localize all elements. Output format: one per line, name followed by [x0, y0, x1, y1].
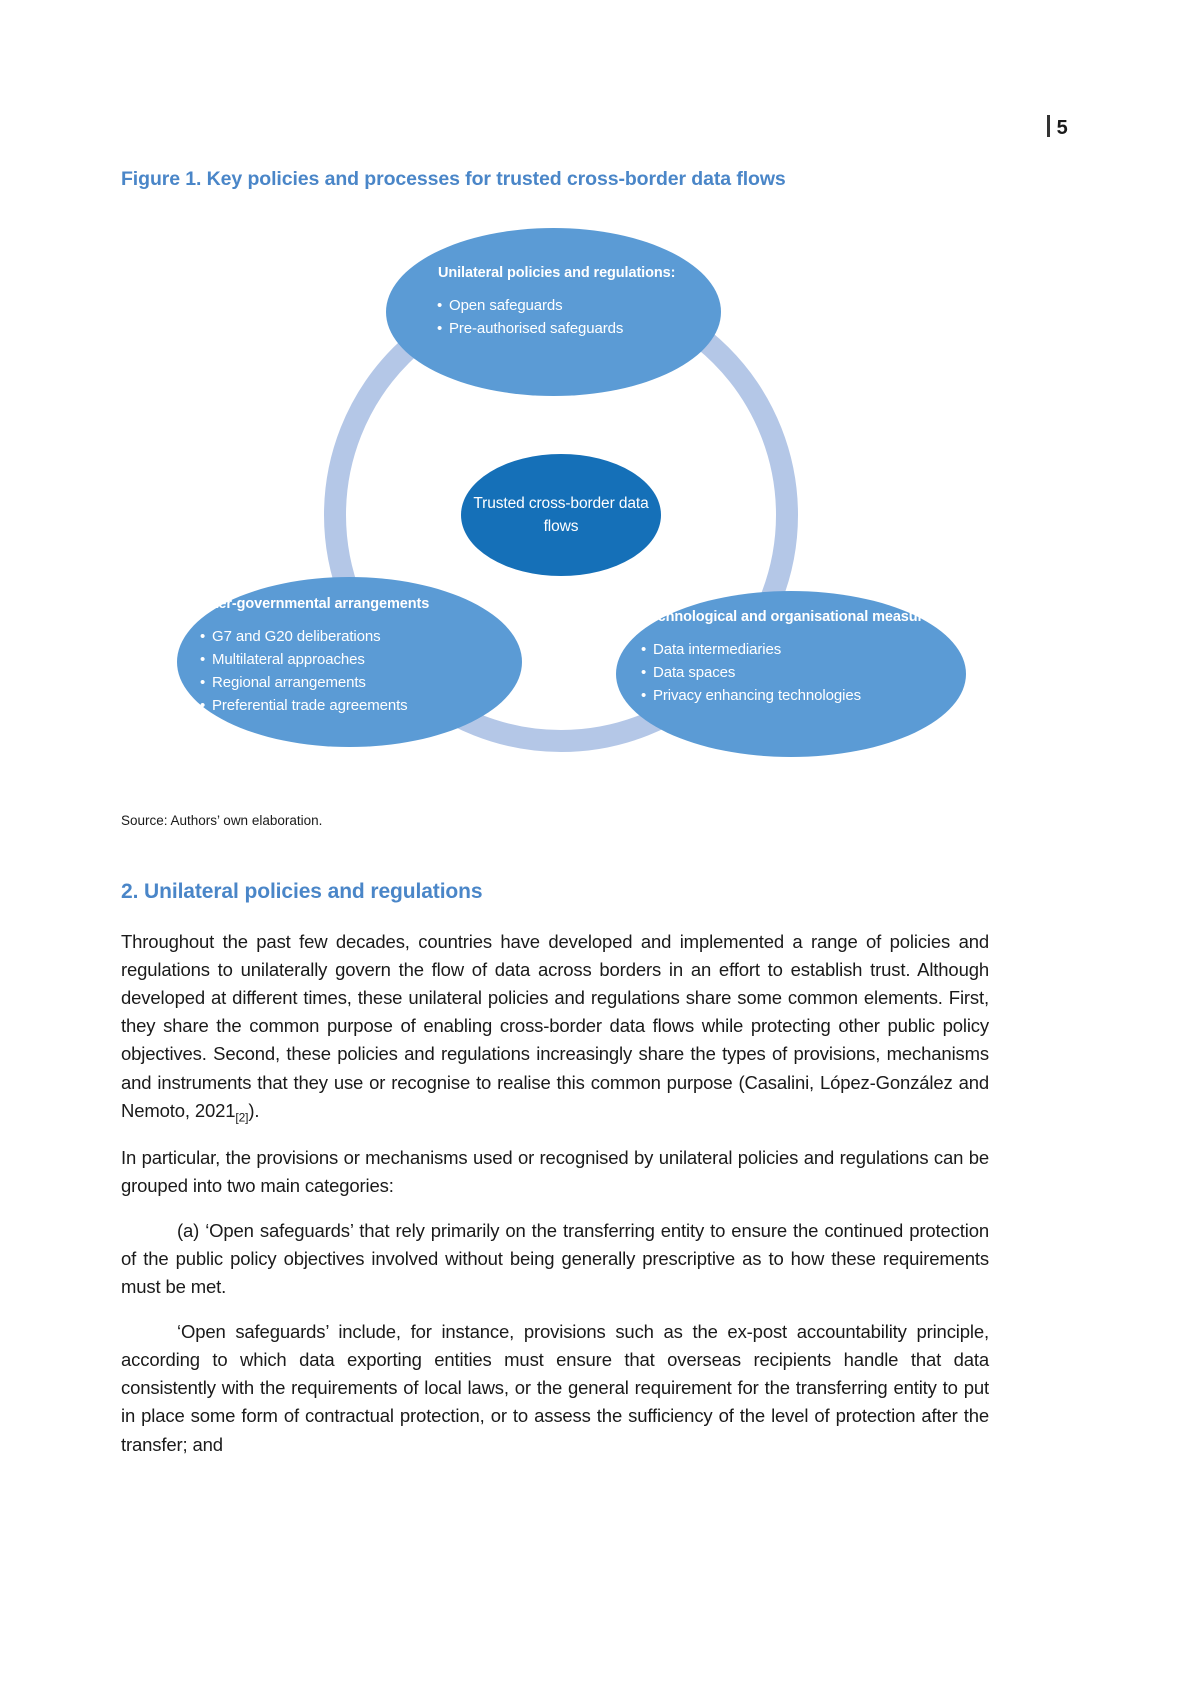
paragraph-1 — [121, 928, 989, 1127]
paragraph-2: In particular, the provisions or mechanisms used or recognised by unilateral policies and regulations can be grouped into two main categories: — [121, 1146, 989, 1196]
list-item: • Data intermediaries — [642, 639, 966, 662]
page-header — [1047, 112, 1068, 140]
node-intergovernmental-arrangements — [177, 577, 522, 747]
node-technological-measures — [616, 591, 966, 757]
list-item: • Multilateral approaches — [201, 649, 451, 672]
node-center-label: Trusted cross-border data flows — [473, 494, 649, 535]
node-unilateral-title: Unilateral policies and regulations: — [438, 265, 676, 281]
node-unilateral-policies — [386, 228, 721, 396]
body-text — [121, 928, 989, 1476]
paragraph-1-tail: ). — [248, 1099, 260, 1121]
node-intergovernmental-title: Inter-governmental arrangements — [201, 596, 430, 612]
list-item: • Pre-authorised safeguards — [438, 318, 721, 341]
section-heading: 2. Unilateral policies and regulations — [121, 880, 483, 903]
paragraph-3: (a) ‘Open safeguards’ that rely primarily on the transferring entity to ensure the continued protection of the public policy objectives involved without being generally prescriptive as to how these requirements must be met. — [121, 1219, 989, 1298]
page-number: 5 — [1056, 117, 1068, 139]
list-item: • Regional arrangements — [201, 672, 451, 695]
paragraph-1-text: Throughout the past few decades, countries have developed and implemented a range of policies and regulations to unilaterally govern the flow of data across borders in an effort to establish trust. Although developed at different times, these unilateral policies and regulations share some common elements. First, they share the common purpose of enabling cross-border data flows while protecting other public policy objectives. Second, these policies and regulations increasingly share the types of provisions, mechanisms and instruments that they use or recognise to realise this common purpose (Casalini, López-González and Nemoto, 2021 — [121, 931, 989, 1121]
node-intergovernmental-list — [201, 626, 451, 718]
paragraph-4: ‘Open safeguards’ include, for instance, provisions such as the ex-post accountability principle, according to which data exporting entities must ensure that overseas recipients handle that data consistently with the requirements of local laws, or the general requirement for the transferring entity to put in place some form of contractual protection, or to assess the sufficiency of the level of protection after the transfer; and — [121, 1321, 989, 1455]
figure-diagram — [121, 215, 1021, 795]
list-item: • Data spaces — [642, 662, 966, 685]
node-technological-title: Technological and organisational measures: — [642, 609, 944, 625]
node-center-trusted-flows — [461, 454, 661, 576]
list-item: • Preferential trade agreements — [201, 695, 451, 718]
list-item: • Privacy enhancing technologies — [642, 685, 966, 708]
node-technological-list — [642, 639, 966, 708]
list-item: • G7 and G20 deliberations — [201, 626, 451, 649]
list-item: • Open safeguards — [438, 295, 721, 318]
figure-source-note: Source: Authors’ own elaboration. — [121, 813, 323, 828]
figure-title: Figure 1. Key policies and processes for trusted cross-border data flows — [121, 168, 786, 190]
vertical-rule-icon — [1047, 115, 1050, 137]
node-unilateral-list — [438, 295, 721, 341]
footnote-ref: [2] — [235, 1110, 249, 1125]
